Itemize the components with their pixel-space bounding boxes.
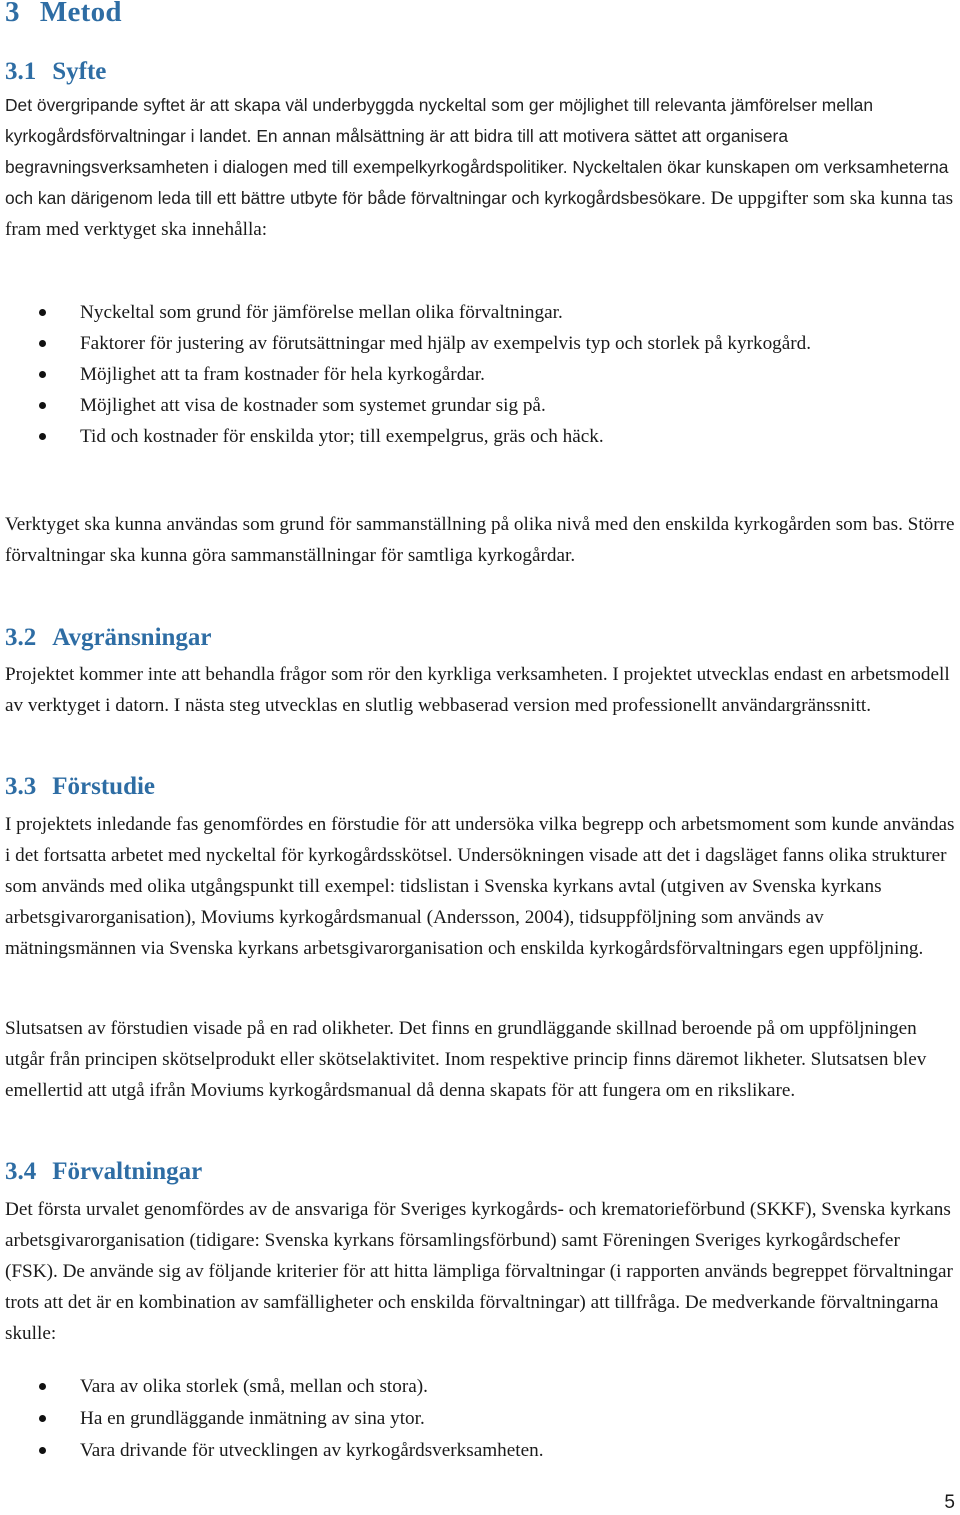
list-item: Vara drivande för utvecklingen av kyrkogårdsverksamheten. xyxy=(5,1435,955,1467)
forstudie-paragraph-2: Slutsatsen av förstudien visade på en rad olikheter. Det finns en grundläggande skillnad beroende på om uppföljningen utgår från principen skötselprodukt eller skötselaktivitet. Inom respektive princip finns däremot likheter. Slutsatsen blev emellertid att utgå ifrån Moviums kyrkogårdsmanual då denna skapats för att fungera om en rikslikare. xyxy=(5,1018,927,1101)
syfte-paragraph-1 xyxy=(5,90,955,245)
section-title: Avgränsningar xyxy=(52,624,212,651)
syfte-paragraph-1-sans: Det övergripande syftet är att skapa väl underbyggda nyckeltal som ger möjlighet till relevanta jämförelser mellan kyrkogårdsförvaltningar i landet. En annan målsättning är att bidra till att motivera sättet att organisera begravningsverksamheten i dialogen med till exempelkyrkogårdspolitiker. Nyckeltalen ökar kunskapen om verksamheterna och kan därigenom leda till ett bättre utbyte för både förvaltningar och kyrkogårdsbesökare. xyxy=(5,95,949,208)
bullet-icon xyxy=(39,1447,46,1454)
bullet-icon xyxy=(39,402,46,409)
page-number: 5 xyxy=(944,1492,955,1513)
chapter-number: 3 xyxy=(5,0,20,28)
section-heading-forvaltningar xyxy=(5,1158,202,1186)
syfte-paragraph-1-serif: De uppgifter som ska kunna tas fram med verktyget ska innehålla: xyxy=(5,188,954,240)
bullet-icon xyxy=(39,309,46,316)
list-item: Ha en grundläggande inmätning av sina ytor. xyxy=(5,1403,955,1435)
chapter-title: Metod xyxy=(39,0,122,28)
section-number: 3.3 xyxy=(5,773,37,800)
section-number: 3.4 xyxy=(5,1158,37,1185)
section-title: Förstudie xyxy=(52,773,156,800)
list-item: Möjlighet att ta fram kostnader för hela kyrkogårdar. xyxy=(5,359,955,390)
list-item: Vara av olika storlek (små, mellan och stora). xyxy=(5,1371,955,1403)
section-number: 3.1 xyxy=(5,58,37,85)
section-heading-avgransningar xyxy=(5,624,212,652)
avgransningar-paragraph: Projektet kommer inte att behandla frågor som rör den kyrkliga verksamheten. I projektet utvecklas endast en arbetsmodell av verktyget i datorn. I nästa steg utvecklas en slutlig webbaserad version med professionellt användargränssnitt. xyxy=(5,664,950,716)
forvaltningar-paragraph: Det första urvalet genomfördes av de ansvariga för Sveriges kyrkogårds- och krematorieförbund (SKKF), Svenska kyrkans arbetsgivarorganisation (tidigare: Svenska kyrkans församlingsförbund) samt Föreningen Sveriges kyrkogårdschefer (FSK). De använde sig av följande kriterier för att hitta lämpliga förvaltningar (i rapporten används begreppet förvaltningar trots att det är en kombination av samfälligheter och enskilda förvaltningar) att tillfråga. De medverkande förvaltningarna skulle: xyxy=(5,1199,953,1344)
forstudie-paragraph-1: I projektets inledande fas genomfördes en förstudie för att undersöka vilka begrepp och arbetsmoment som kunde användas i det fortsatta arbetet med nyckeltal för kyrkogårdsskötsel. Undersökningen visade att det i dagsläget fanns olika strukturer som används med olika utgångspunkt till exempel: tidslistan i Svenska kyrkans avtal (utgiven av Svenska kyrkans arbetsgivarorganisation), Moviums kyrkogårdsmanual (Andersson, 2004), tidsuppföljning som används av mätningsmännen via Svenska kyrkans arbetsgivarorganisation och enskilda kyrkogårdsförvaltningars egen uppföljning. xyxy=(5,814,955,959)
bullet-icon xyxy=(39,340,46,347)
section-title: Syfte xyxy=(52,58,107,85)
section-title: Förvaltningar xyxy=(52,1158,203,1185)
section-heading-syfte xyxy=(5,58,106,86)
list-item: Nyckeltal som grund för jämförelse mellan olika förvaltningar. xyxy=(5,297,955,328)
list-item: Faktorer för justering av förutsättningar med hjälp av exempelvis typ och storlek på kyrkogård. xyxy=(5,328,955,359)
forvaltningar-bullet-list xyxy=(5,1371,955,1467)
list-item: Tid och kostnader för enskilda ytor; till exempelgrus, gräs och häck. xyxy=(5,421,955,452)
bullet-icon xyxy=(39,1383,46,1390)
list-item: Möjlighet att visa de kostnader som systemet grundar sig på. xyxy=(5,390,955,421)
syfte-bullet-list xyxy=(5,297,955,452)
chapter-heading xyxy=(5,0,122,29)
section-number: 3.2 xyxy=(5,624,37,651)
syfte-paragraph-2: Verktyget ska kunna användas som grund för sammanställning på olika nivå med den enskilda kyrkogården som bas. Större förvaltningar ska kunna göra sammanställningar för samtliga kyrkogårdar. xyxy=(5,514,955,566)
bullet-icon xyxy=(39,433,46,440)
bullet-icon xyxy=(39,371,46,378)
bullet-icon xyxy=(39,1415,46,1422)
section-heading-forstudie xyxy=(5,773,155,801)
